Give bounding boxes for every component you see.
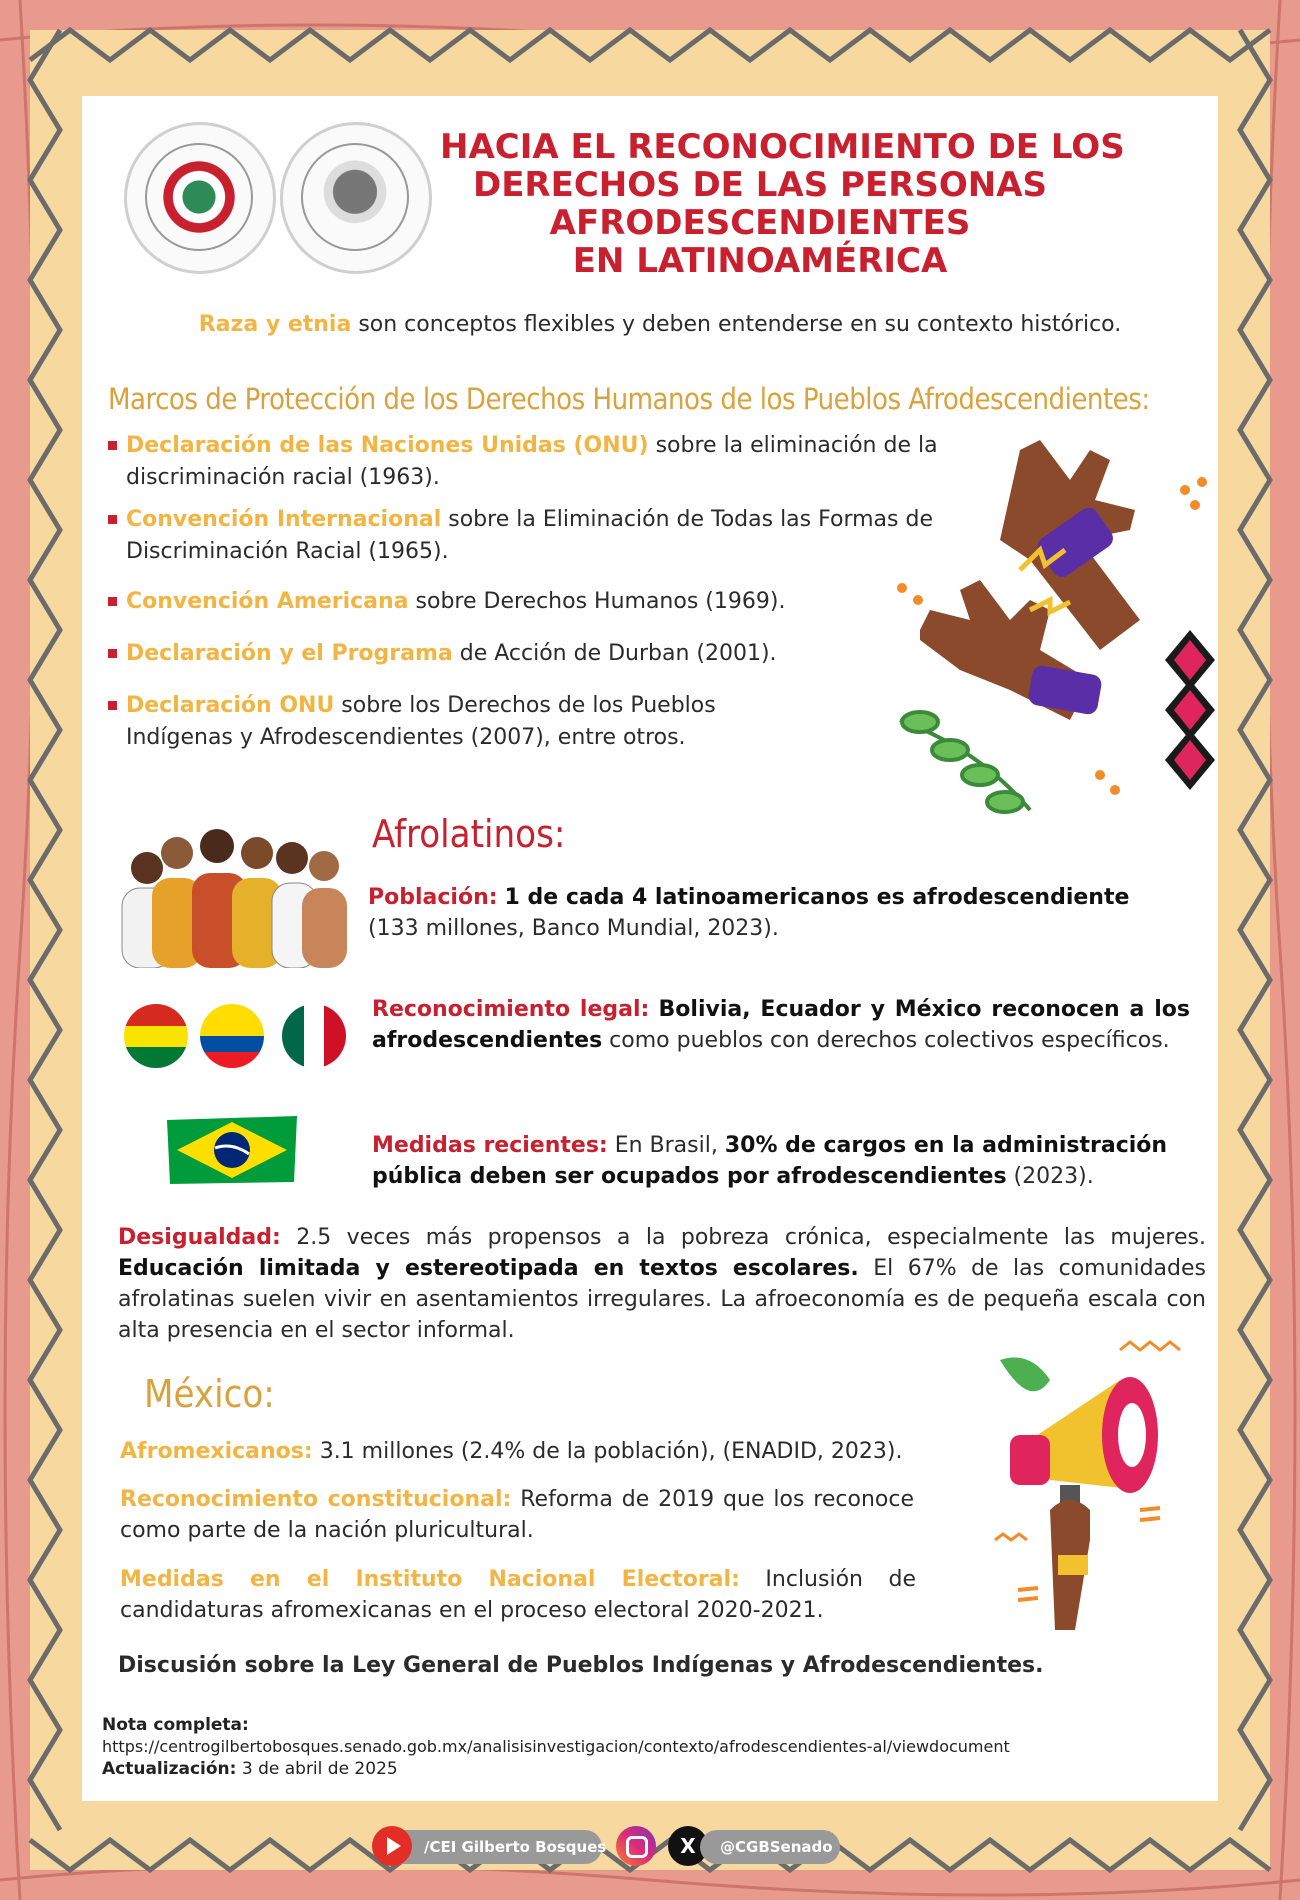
desigualdad-text2: El 67% de las comunidades afrolatinas suelen vivir en asentamientos irregulares. La afroeconomía es de pequeña escala con alta presencia en el sector informal. [118,1256,1206,1343]
title-line-1: HACIA EL RECONOCIMIENTO DE LOS [440,127,1125,167]
title-line-4: EN LATINOAMÉRICA [572,241,948,281]
afrolatinos-heading: Afrolatinos: [372,812,566,856]
poblacion-text: (133 millones, Banco Mundial, 2023). [368,916,779,941]
item-text: sobre la Eliminación de Todas las Formas de Discriminación Racial (1965). [126,507,933,564]
marcos-heading: Marcos de Protección de los Derechos Humanos de los Pueblos Afrodescendientes: [108,382,1150,416]
intro-text: son conceptos flexibles y deben entenderse en su contexto histórico. [351,312,1122,337]
medidas-text: (2023). [1006,1164,1094,1189]
poblacion-paragraph [368,882,1206,944]
desigualdad-text1: 2.5 veces más propensos a la pobreza crónica, especialmente las mujeres. [280,1225,1206,1250]
title-line-3: AFRODESCENDIENTES [549,203,971,243]
note-url-link[interactable]: https://centrogilbertobosques.senado.gob.mx/analisisinvestigacion/contexto/afrodescendientes-al/viewdocument [102,1737,1010,1756]
title-line-2: DERECHOS DE LAS PERSONAS [472,165,1048,205]
item-bold: Declaración ONU [126,693,335,718]
medidas-bold: 30% de cargos en la administración pública deben ser ocupados por afrodescendientes [372,1133,1168,1189]
ine-label: Medidas en el Instituto Nacional Electoral: [120,1567,740,1592]
list-item [108,504,1026,568]
item-text: sobre la eliminación de la discriminación racial (1963). [126,433,938,490]
mexico-heading: México: [144,1372,275,1416]
actualizacion-label: Actualización: [102,1759,237,1779]
medidas-paragraph [372,1130,1212,1192]
youtube-label: /CEI Gilberto Bosques [424,1838,607,1856]
intro-line [120,312,1200,337]
twitter-handle-link[interactable] [700,1830,840,1864]
list-item [108,690,806,754]
item-bold: Convención Internacional [126,507,442,532]
instagram-icon[interactable] [616,1826,656,1866]
hands-illustration-icon [890,430,1220,820]
centro-logo [280,122,432,274]
bullet-icon [108,701,117,710]
gilberto-bosques-portrait-icon [301,143,409,251]
desigualdad-label: Desigualdad: [118,1225,281,1250]
item-bold: Declaración y el Programa [126,641,453,666]
constitucional-text: Reforma de 2019 que los reconoce como parte de la nación pluricultural. [120,1487,914,1543]
item-bold: Declaración de las Naciones Unidas (ONU) [126,433,649,458]
constitucional-paragraph [120,1484,914,1546]
youtube-channel-link[interactable] [380,1830,607,1864]
megaphone-illustration-icon [990,1340,1190,1640]
discusion-line: Discusión sobre la Ley General de Pueblos Indígenas y Afrodescendientes. [118,1653,1044,1678]
actualizacion-date: 3 de abril de 2025 [236,1759,398,1779]
medidas-pre: En Brasil, [607,1133,725,1158]
item-text: de Acción de Durban (2001). [452,641,777,666]
x-icon[interactable]: X [668,1826,708,1866]
reconocimiento-paragraph [372,994,1190,1056]
afromexicanos-label: Afromexicanos: [120,1439,313,1464]
ecuador-flag-icon [200,1004,264,1068]
list-item [108,586,1026,618]
ine-text: Inclusión de candidaturas afromexicanas en el proceso electoral 2020-2021. [120,1567,917,1623]
nota-label: Nota completa: [102,1715,249,1735]
item-text: sobre los Derechos de los Pueblos Indígenas y Afrodescendientes (2007), entre otros. [126,693,716,750]
desigualdad-paragraph [118,1222,1206,1346]
bolivia-flag-icon [124,1004,188,1068]
item-bold: Convención Americana [126,589,409,614]
brazil-flag-icon [162,1112,302,1188]
bullet-icon [108,441,117,450]
item-text: sobre Derechos Humanos (1969). [408,589,786,614]
people-group-illustration-icon [112,818,352,968]
mexico-flag-icon [282,1004,346,1068]
afromexicanos-text: 3.1 millones (2.4% de la población), (ENADID, 2023). [312,1439,903,1464]
bullet-icon [108,597,117,606]
poblacion-label: Población: [368,885,498,910]
desigualdad-bold: Educación limitada y estereotipada en textos escolares. [118,1256,859,1281]
page-title [440,127,1125,281]
reconocimiento-text: como pueblos con derechos colectivos específicos. [602,1028,1170,1053]
afromexicanos-paragraph [120,1436,960,1467]
ine-paragraph [120,1564,916,1626]
bullet-icon [108,515,117,524]
intro-highlight: Raza y etnia [198,312,352,337]
reconocimiento-label: Reconocimiento legal: [372,997,650,1022]
reconocimiento-bold: Bolivia, Ecuador y México reconocen a los afrodescendientes [372,997,1190,1053]
medidas-label: Medidas recientes: [372,1133,608,1158]
handle-label: @CGBSenado [720,1838,833,1856]
footer-note [102,1714,1010,1780]
youtube-icon[interactable] [372,1826,412,1866]
poblacion-bold: 1 de cada 4 latinoamericanos es afrodescendiente [504,885,1130,910]
bullet-icon [108,649,117,658]
constitucional-label: Reconocimiento constitucional: [120,1487,512,1512]
list-item [108,430,1026,494]
senado-logo [124,122,276,274]
list-item [108,638,1026,670]
marcos-list [108,430,1008,754]
senado-seal-icon [145,143,253,251]
